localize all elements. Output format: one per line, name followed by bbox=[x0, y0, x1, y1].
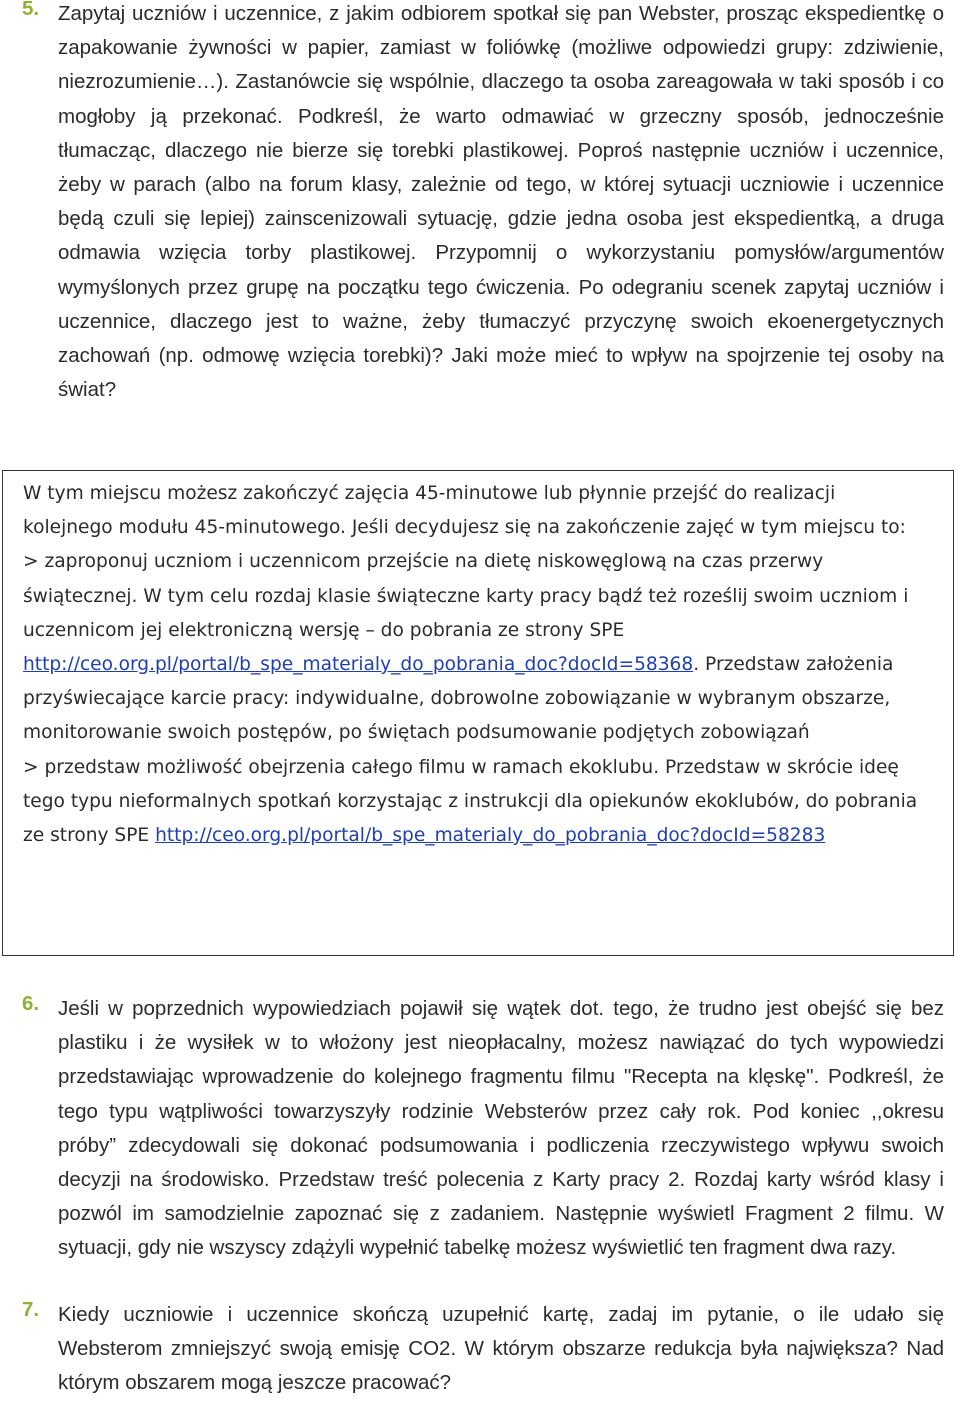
instruction-download-link[interactable]: http://ceo.org.pl/portal/b_spe_materialy_do_pobrania_doc?docId=58283 bbox=[155, 825, 826, 847]
paragraph-text bbox=[58, 0, 944, 407]
info-box-intro: W tym miejscu możesz zakończyć zajęcia 45-minutowe lub płynnie przejść do realizacji kolejnego modułu 45-minutowego. Jeśli decydujesz się na zakończenie zajęć w tym miejscu to: bbox=[23, 483, 906, 539]
paragraph-text: Kiedy uczniowie i uczennice skończą uzupełnić kartę, zadaj im pytanie, o ile udało się Websterom zmniejszyć swoją emisję CO2. W którym obszarze redukcja była największa? Nad którym obszarem mogą jeszcze pracować? bbox=[58, 1303, 944, 1395]
info-box-item-diet bbox=[23, 545, 923, 750]
info-box-text bbox=[23, 477, 923, 853]
worksheet-download-link[interactable]: http://ceo.org.pl/portal/b_spe_materialy_do_pobrania_doc?docId=58368 bbox=[23, 654, 694, 676]
list-number: 5. bbox=[22, 0, 40, 20]
info-box-diet-text: > zaproponuj uczniom i uczennicom przejście na dietę niskowęglową na czas przerwy świątecznej. W tym celu rozdaj klasie świąteczne karty pracy bądź też roześlij swoim uczniom i uczennicom jej elektroniczną wersję – do pobrania ze strony SPE bbox=[23, 551, 909, 641]
paragraph-text: Jeśli w poprzednich wypowiedziach pojawił się wątek dot. tego, że trudno jest obejść się bez plastiku i że wysiłek w to włożony jest nieopłacalny, możesz nawiązać do tych wypowiedzi przedstawiając wprowadzenie do kolejnego fragmentu filmu "Recepta na klęskę". Podkreśl, że tego typu wątpliwości towarzyszyły rodzinie Websterów przez cały rok. Pod koniec ,,okresu próby” zdecydowali się dokonać podsumowania i podliczenia rzeczywistego wpływu swoich decyzji na środowisko. Przedstaw treść polecenia z Karty pracy 2. Rozdaj karty wśród klasy i pozwól im samodzielnie zapoznać się z zadaniem. Następnie wyświetl Fragment 2 filmu. W sytuacji, gdy nie wszyscy zdążyli wypełnić tabelkę możesz wyświetlić ten fragment dwa razy. bbox=[58, 997, 944, 1260]
paragraph-text-body: Zapytaj uczniów i uczennice, z jakim odbiorem spotkał się pan Webster, prosząc ekspedientkę o zapakowanie żywności w papier, zamiast w foliówkę (możliwe odpowiedzi grupy: zdziwienie, niezrozumienie…). Zastanówcie się wspólnie, dlaczego ta osoba zareagowała w taki sposób i co mogłoby ją przekonać. Podkreśl, że warto odmawiać w grzeczny sposób, jednocześnie tłumacząc, dlaczego nie bierze się torebki plastikowej. Poproś następnie uczniów i uczennice, żeby w parach (albo na forum klasy, zależnie od tego, w której sytuacji uczniowie i uczennice będą czuli się lepiej) zainscenizowali sytuację, gdzie jedna osoba jest ekspedientką, a druga odmawia wzięcia torby plastikowej. Przypomnij o wykorzystaniu pomysłów/argumentów wymyślonych przez grupę na początku tego ćwiczenia. Po odegraniu scenek zapytaj uczniów i uczennice, dlaczego jest to ważne, żeby tłumaczyć przyczynę swoich ekoenergetycznych zachowań (np. odmowę wzięcia torebki)? Jaki może mieć to wpływ na spojrzenie tej osoby na świat? bbox=[58, 2, 944, 402]
info-box-ecoclub-text: > przedstaw możliwość obejrzenia całego filmu w ramach ekoklubu. Przedstaw w skrócie ideę tego typu nieformalnych spotkań korzystając z instrukcji dla opiekunów ekoklubów, do pobrania ze strony SPE bbox=[23, 756, 918, 847]
info-box-item-ecoclub bbox=[23, 751, 923, 854]
info-box-diet-text-after: . Przedstaw założenia przyświecające karcie pracy: indywidualne, dobrowolne zobowiązanie w wybranym obszarze, monitorowanie swoich postępów, po świętach podsumowanie podjętych zobowiązań bbox=[23, 654, 894, 744]
list-number: 6. bbox=[22, 992, 40, 1015]
list-number: 7. bbox=[22, 1298, 40, 1321]
info-box bbox=[2, 470, 954, 956]
